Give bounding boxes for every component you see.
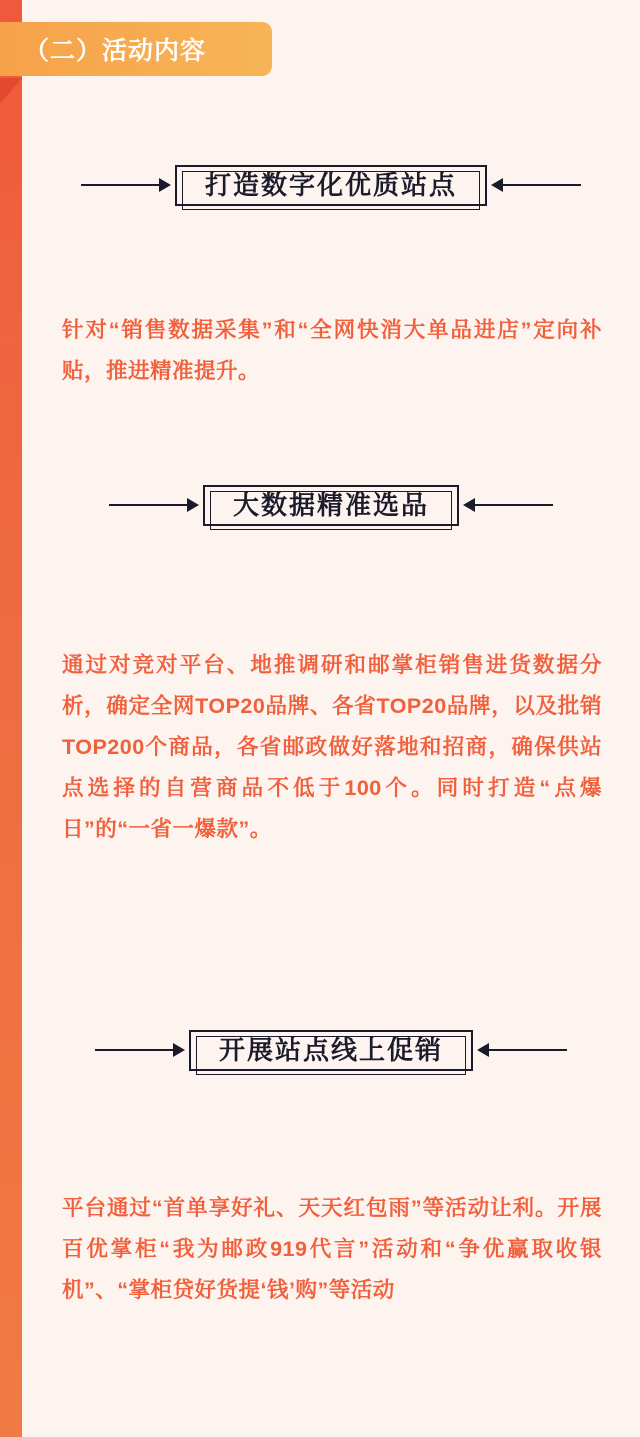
- arrow-left-icon: [95, 1049, 185, 1051]
- section-title-inner-1: [182, 171, 480, 210]
- left-accent-rail: [0, 0, 22, 1437]
- section-header-label: （二）活动内容: [24, 37, 207, 65]
- section-title-row-3: [22, 1015, 640, 1085]
- section-body-3: 平台通过“首单享好礼、天天红包雨”等活动让利。开展百优掌柜“我为邮政919代言”活动和“争优赢取收银机”、“掌柜贷好货提‘钱’购”等活动: [62, 1196, 602, 1302]
- section-title-2: 大数据精准选品: [232, 489, 429, 520]
- section-title-box-3: [189, 1030, 473, 1071]
- content-section-2: [22, 470, 640, 540]
- content-section-1: [22, 150, 640, 220]
- arrow-right-icon: [477, 1049, 567, 1051]
- content-section-3: [22, 1015, 640, 1085]
- section-title-1: 打造数字化优质站点: [204, 169, 457, 200]
- rail-notch-shape: [0, 78, 22, 104]
- section-title-inner-2: [210, 491, 452, 530]
- section-body-1: 针对“销售数据采集”和“全网快消大单品进店”定向补贴，推进精准提升。: [62, 318, 602, 383]
- page-content: [22, 0, 640, 1437]
- section-title-inner-3: [196, 1036, 466, 1075]
- arrow-left-icon: [81, 184, 171, 186]
- section-body-2: 通过对竞对平台、地推调研和邮掌柜销售进货数据分析，确定全网TOP20品牌、各省TOP20品牌，以及批销TOP200个商品，各省邮政做好落地和招商，确保供站点选择的自营商品不低于100个。同时打造“点爆日”的“一省一爆款”。: [62, 653, 602, 841]
- arrow-right-icon: [463, 504, 553, 506]
- section-title-box-1: [175, 165, 487, 206]
- arrow-right-icon: [491, 184, 581, 186]
- section-title-row-1: [22, 150, 640, 220]
- section-title-3: 开展站点线上促销: [218, 1034, 443, 1065]
- arrow-left-icon: [109, 504, 199, 506]
- section-header-tab: [0, 22, 272, 76]
- section-title-box-2: [203, 485, 459, 526]
- section-title-row-2: [22, 470, 640, 540]
